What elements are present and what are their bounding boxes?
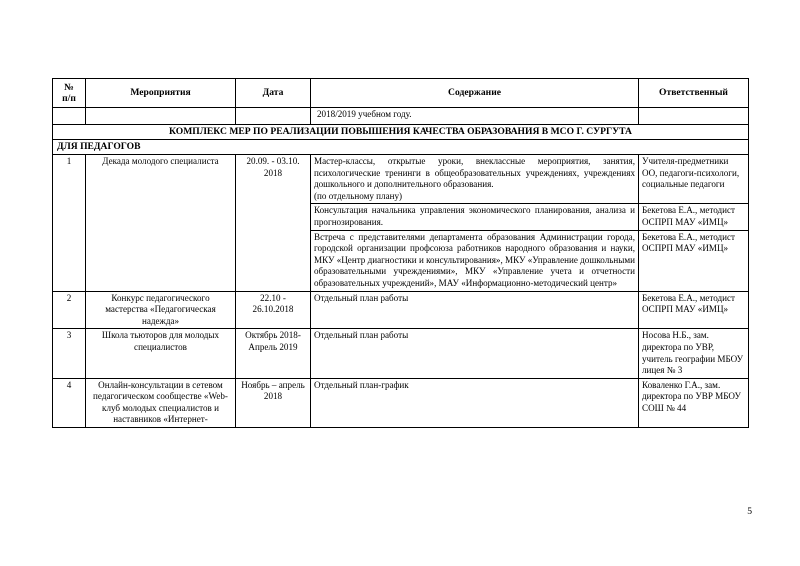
action-plan-table — [52, 78, 749, 428]
row-responsible: Учителя-предметники ОО, педагоги-психологи, социальные педагоги — [639, 155, 749, 204]
row-number: 1 — [53, 155, 86, 292]
row-content: Отдельный план-график — [311, 378, 639, 427]
row-responsible: Носова Н.Б., зам. директора по УВР, учитель географии МБОУ лицея № 3 — [639, 329, 749, 378]
table-row — [53, 378, 749, 427]
row-date: Ноябрь – апрель 2018 — [236, 378, 311, 427]
row-date: 22.10 - 26.10.2018 — [236, 291, 311, 329]
row-responsible: Коваленко Г.А., зам. директора по УВР МБОУ СОШ № 44 — [639, 378, 749, 427]
row-content — [311, 155, 639, 204]
row-content-note: (по отдельному плану) — [314, 190, 403, 201]
row-date: 20.09. - 03.10. 2018 — [236, 155, 311, 292]
row-content: Отдельный план работы — [311, 329, 639, 378]
header-cell-responsible: Ответственный — [639, 79, 749, 108]
row-event: Онлайн-консультации в сетевом педагогическом сообществе «Web-клуб молодых специалистов и наставников «Интернет- — [86, 378, 236, 427]
row-content: Консультация начальника управления экономического планирования, анализа и прогнозирования. — [311, 204, 639, 230]
row-event: Школа тьюторов для молодых специалистов — [86, 329, 236, 378]
table-row — [53, 155, 749, 204]
table-header-row — [53, 79, 749, 108]
section-banner-row — [53, 125, 749, 140]
header-cell-event: Мероприятия — [86, 79, 236, 108]
section-banner-title: КОМПЛЕКС МЕР ПО РЕАЛИЗАЦИИ ПОВЫШЕНИЯ КАЧЕСТВА ОБРАЗОВАНИЯ В МСО Г. СУРГУТА — [53, 125, 749, 140]
row-responsible: Бекетова Е.А., методист ОСПРП МАУ «ИМЦ» — [639, 204, 749, 230]
row-event: Декада молодого специалиста — [86, 155, 236, 292]
header-number-line2: п/п — [62, 93, 76, 104]
header-number-line1: № — [64, 82, 74, 93]
row-number: 3 — [53, 329, 86, 378]
row-date: Октябрь 2018-Апрель 2019 — [236, 329, 311, 378]
row-content: Отдельный план работы — [311, 291, 639, 329]
table-row — [53, 291, 749, 329]
header-cell-number — [53, 79, 86, 108]
row-content-paragraph: Мастер-классы, открытые уроки, внеклассные мероприятия, занятия, психологические тренинги в общеобразовательных учреждениях, учреждениях дошкольного и дополнительного образования. — [314, 156, 635, 190]
continuation-responsible — [639, 108, 749, 125]
subsection-banner-row — [53, 140, 749, 155]
continuation-event — [86, 108, 236, 125]
table-row — [53, 329, 749, 378]
header-cell-content: Содержание — [311, 79, 639, 108]
continuation-number — [53, 108, 86, 125]
continuation-date — [236, 108, 311, 125]
table-continuation-row — [53, 108, 749, 125]
row-content: Встреча с представителями департамента образования Администрации города, городской организации профсоюза работников народного образования и науки, МКУ «Центр диагностики и консультирования», МКУ «Управление дошкольными образовательными учреждениями», МКУ «Управление учета и отчетности образовательных учреждений», МАУ «Информационно-методический центр» — [311, 230, 639, 291]
row-responsible: Бекетова Е.А., методист ОСПРП МАУ «ИМЦ» — [639, 291, 749, 329]
subsection-banner-title: ДЛЯ ПЕДАГОГОВ — [53, 140, 749, 155]
row-number: 4 — [53, 378, 86, 427]
row-event: Конкурс педагогического мастерства «Педагогическая надежда» — [86, 291, 236, 329]
header-cell-date: Дата — [236, 79, 311, 108]
page-number: 5 — [747, 506, 752, 517]
row-number: 2 — [53, 291, 86, 329]
row-responsible: Бекетова Е.А., методист ОСПРП МАУ «ИМЦ» — [639, 230, 749, 291]
continuation-content: 2018/2019 учебном году. — [311, 108, 639, 125]
